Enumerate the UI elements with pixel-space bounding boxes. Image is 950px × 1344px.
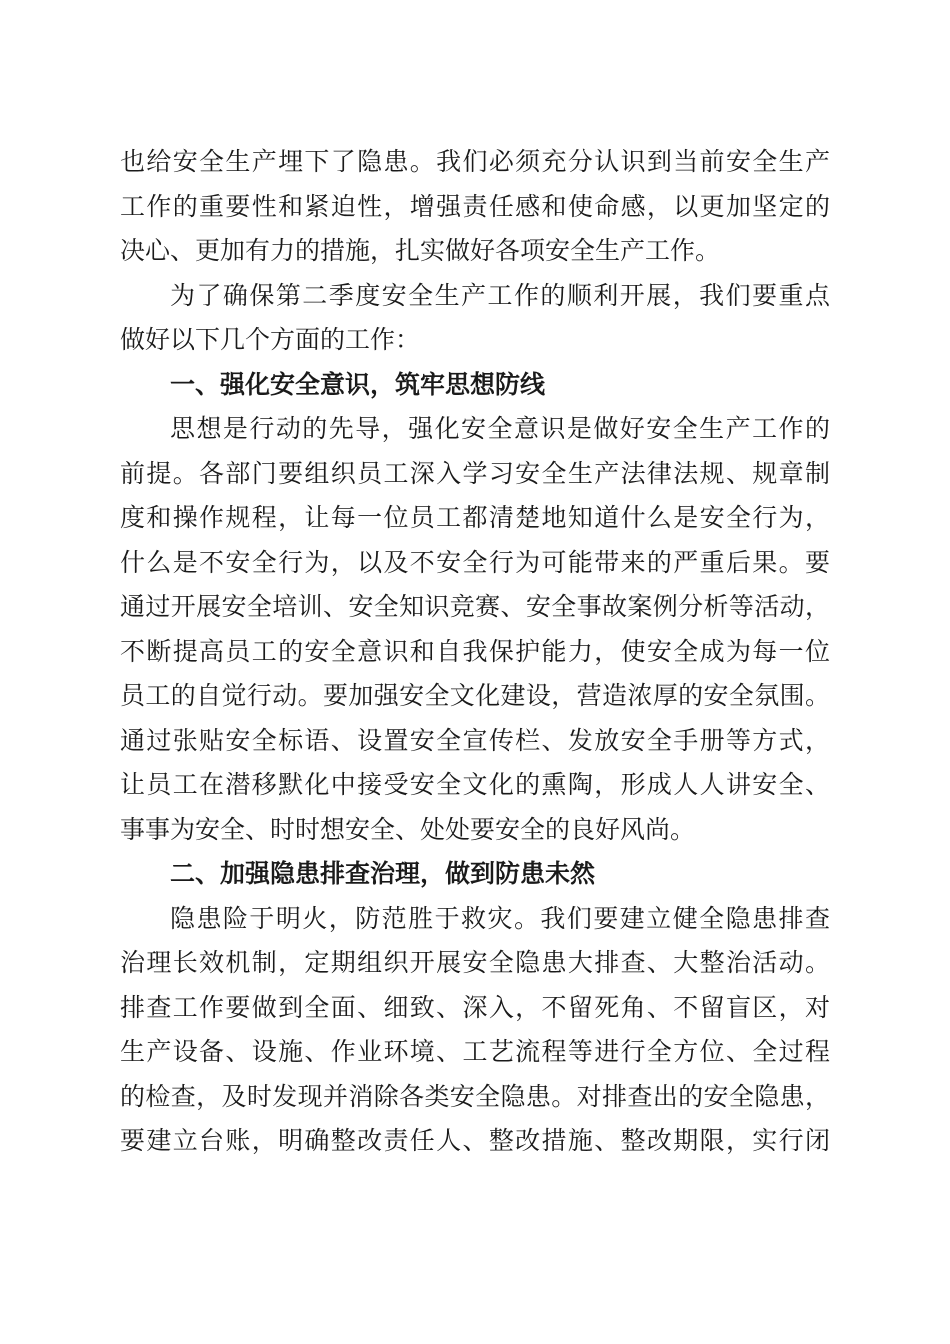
- paragraph-line: 思想是行动的先导，强化安全意识是做好安全生产工作的: [170, 414, 830, 443]
- paragraph-line: 员工的自觉行动。要加强安全文化建设，营造浓厚的安全氛围。: [120, 681, 830, 710]
- paragraph-line: 要建立台账，明确整改责任人、整改措施、整改期限，实行闭: [120, 1126, 830, 1155]
- paragraph-line: 前提。各部门要组织员工深入学习安全生产法律法规、规章制: [120, 458, 830, 488]
- paragraph-line: 为了确保第二季度安全生产工作的顺利开展，我们要重点: [170, 280, 830, 310]
- paragraph-line: 治理长效机制，定期组织开展安全隐患大排查、大整治活动。: [120, 948, 830, 977]
- paragraph-line: 隐患险于明火，防范胜于救灾。我们要建立健全隐患排查: [170, 903, 830, 933]
- paragraph-line: 通过张贴安全标语、设置安全宣传栏、发放安全手册等方式，: [120, 725, 830, 755]
- paragraph-line: 排查工作要做到全面、细致、深入，不留死角、不留盲区，对: [120, 992, 830, 1022]
- paragraph-line: 不断提高员工的安全意识和自我保护能力，使安全成为每一位: [120, 636, 830, 666]
- paragraph-line: 也给安全生产埋下了隐患。我们必须充分认识到当前安全生产: [120, 147, 830, 176]
- paragraph-line: 的检查，及时发现并消除各类安全隐患。对排查出的安全隐患，: [120, 1081, 830, 1111]
- paragraph-line: 生产设备、设施、作业环境、工艺流程等进行全方位、全过程: [120, 1037, 830, 1066]
- section-heading-1: 一、强化安全意识，筑牢思想防线: [170, 369, 546, 399]
- paragraph-line: 决心、更加有力的措施，扎实做好各项安全生产工作。: [120, 236, 721, 265]
- paragraph-line: 事事为安全、时时想安全、处处要安全的良好风尚。: [120, 814, 696, 844]
- paragraph-line: 通过开展安全培训、安全知识竞赛、安全事故案例分析等活动，: [120, 592, 830, 621]
- paragraph-line: 度和操作规程，让每一位员工都清楚地知道什么是安全行为，: [120, 503, 830, 532]
- paragraph-line: 工作的重要性和紧迫性，增强责任感和使命感，以更加坚定的: [120, 191, 830, 221]
- paragraph-line: 让员工在潜移默化中接受安全文化的熏陶，形成人人讲安全、: [120, 770, 830, 799]
- document-body: [120, 140, 830, 1164]
- paragraph-line: 做好以下几个方面的工作：: [120, 325, 421, 354]
- section-heading-2: 二、加强隐患排查治理，做到防患未然: [170, 859, 596, 888]
- paragraph-line: 什么是不安全行为，以及不安全行为可能带来的严重后果。要: [120, 547, 830, 577]
